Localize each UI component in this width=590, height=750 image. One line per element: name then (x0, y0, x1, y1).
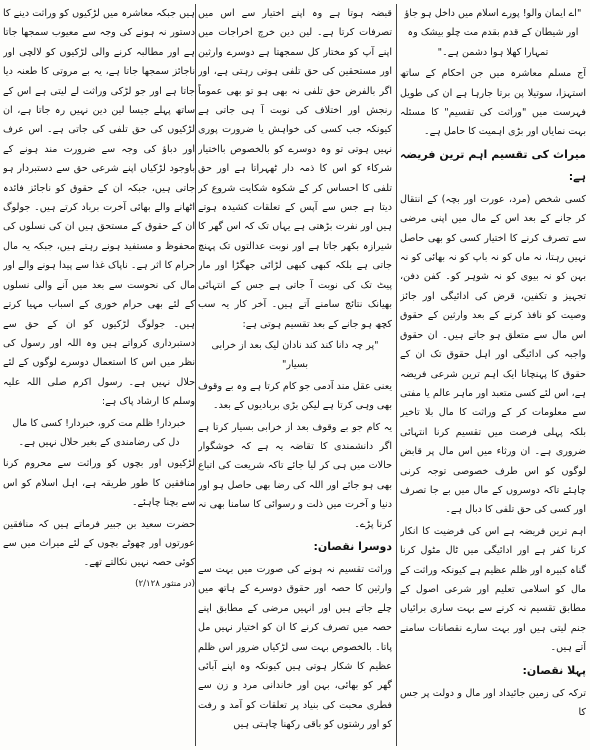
paragraph: آج مسلم معاشرہ میں جن احکام کے ساتھ استہزا، سوتیلا پن برتا جارہا ہے ان کی طویل فہرست میں "وراثت کی تقسیم" کا مسئلہ بہت نمایاں اور بڑی اہمیت کا حامل ہے۔ (400, 68, 586, 138)
paragraph: یعنی عقل مند آدمی جو کام کرتا ہے وہ بے وقوف بھی وہی کرتا ہے لیکن بڑی بربادیوں کے بعد۔ (198, 380, 392, 412)
reference-citation: (در منثور ۲/۱۲۸) (135, 578, 195, 589)
section-heading: پہلا نقصان: (522, 663, 586, 677)
column-middle (198, 4, 392, 746)
intro-quote: "اے ایمان والو! پورے اسلام میں داخل ہو جاؤ اور شیطان کے قدم بقدم مت چلو بیشک وہ تمہارا کھلا ہوا دشمن ہے۔" (404, 8, 582, 58)
paragraph: لڑکیوں اور بچوں کو وراثت سے محروم کرنا منافقین کا طور طریقہ ہے، اہل اسلام کو اس سے بچنا چاہئے۔ (3, 458, 195, 509)
column-left (3, 4, 195, 746)
column-right (400, 4, 586, 746)
persian-verse: "پر چہ دانا کند کند نادان لیک بعد از خرابی بسیار" (211, 339, 379, 371)
paragraph: اہم ترین فریضہ ہے اس کی فرضیت کا انکار کرنا کفر ہے اور ادائیگی میں ٹال مٹول کرنا گناہ کبیرہ اور ظلم عظیم ہے کیونکہ وراثت کے مال کو اسلامی تعلیم اور شرعی اصول کے مطابق تقسیم نہ کرنے سے بہت ساری برائیاں جنم لیتی ہیں اور بہت سارے نقصانات سامنے آتے ہیں۔ (400, 525, 586, 654)
hadith-quote: خبردار! ظلم مت کرو، خبردار! کسی کا مال دل کی رضامندی کے بغیر حلال نہیں ہے۔ (12, 417, 186, 448)
paragraph: یہ کام جو بے وقوف بعد از خرابی بسیار کرتا ہے اگر دانشمندی کا تقاضہ یہ ہے کہ خوشگوار حالات میں ہی کر لیا جائے تاکہ شریعت کی اتباع بھی ہو جائے اور اللہ کی رضا بھی حاصل ہو اور دنیا و آخرت میں ذلت و رسوائی کا سامنا بھی نہ کرنا پڑے۔ (198, 421, 392, 530)
section-heading: میراث کی تقسیم اہم ترین فریضہ ہے: (400, 147, 586, 183)
paragraph: کسی شخص (مرد، عورت اور بچہ) کے انتقال کر جانے کے بعد اس کے مال میں اپنی مرضی سے تصرف کرنے کا اختیار کسی کو بھی حاصل نہیں رہتا، نہ ماں کو نہ باپ کو نہ بھائی کو نہ بہن کو نہ بیوی کو نہ شوہر کو۔ کفن دفن، تجہیز و تکفین، قرض کی ادائیگی اور جائز وصیت کو نافذ کرنے کے بعد وارثین کے حقوق اس مال سے متعلق ہو جاتے ہیں۔ ان حقوق واجبہ کی ادائیگی اور اہل حقوق تک ان کے حقوق کا پہنچانا ایک اہم ترین شرعی فریضہ ہے، اس لئے کسی متعبد اور ماہر عالم یا مفتی سے معلومات کر کے وراثت کا مال بلا تاخیر بلکہ پہلی فرصت میں تقسیم کرنا انتہائی ضروری ہے۔ ان ورثاء میں اس مال پر قابض لوگوں کو اس طرف خصوصی توجہ کرنی چاہئے تاکہ دوسروں کے مال میں بے جا تصرف اور کسی کی حق تلفی کا دبال ہے۔ (400, 193, 586, 516)
column-divider (396, 4, 397, 746)
paragraph: ترکہ کی زمین جائیداد اور مال و دولت پر جس کا (400, 687, 586, 718)
paragraph: ہیں جبکہ معاشرہ میں لڑکیوں کو وراثت دینے کا دستور نہ ہونے کی وجہ سے معیوب سمجھا جاتا ہے اور مطالبہ کرنے والی لڑکیوں کو لالچی اور ناجائز سمجھا جاتا ہے، یہ بے مروتی کا طعنہ دیا جاتا ہے اور جو لڑکی وراثت لے لیتی ہے اس کے ساتھ پہلے جیسا لین دین نہیں رہ جاتا ہے، ان لڑکیوں کی حق تلفی کی جاتی ہے۔ اس عرف اور دباؤ کی وجہ سے ضرورت مند ہونے کے باوجود لڑکیاں اپنے شرعی حق سے دستبردار ہو جاتی ہیں، جبکہ ان کے حقوق کو ناجائز فائدہ اٹھانے والے بھائی آخرت برباد کرتے ہیں۔ جولوگ ان کے حقوق کے مستحق ہیں ان کی نسلوں کی محفوظ و مستفید ہونے رہتے ہیں، جبکہ یہ مال حرام کا اثر ہے۔ ناپاک غذا سے پیدا ہونے والے اور مال کی نحوست سے بعد میں آنے والی نسلوں کے لئے بھی حرام خوری کے اسباب مہیا کرتے ہیں۔ جولوگ لڑکیوں کو ان کے حق سے دستبرداری کرواتے ہیں وہ اللہ اور رسول کی نظر میں اس کا استعمال دوسرے لوگوں کے لئے حلال نہیں ہے۔ رسول اکرم صلی اللہ علیہ وسلم کا ارشاد پاک ہے: (3, 8, 195, 408)
section-heading: دوسرا نقصان: (313, 539, 392, 553)
paragraph: قبضہ ہوتا ہے وہ اپنے اختیار سے اس میں تصرفات کرتا ہے۔ لین دین خرچ اخراجات میں اپنے آپ کو مختار کل سمجھتا ہے دوسرے وارثین اور مستحقین کی حق تلفی ہوتی رہتی ہے، اور اگر بالفرض حق تلفی نہ بھی ہو تو بھی عموماً رنجش اور اختلاف کی نوبت آ ہی جاتی ہے کیونکہ جب کسی کی خواہش یا ضرورت پوری نہیں ہوتی تو وہ دوسرے کو بالخصوص بااختیار شرکاء کو اس کا ذمہ دار ٹھہراتا ہے اور حق تلفی کا احساس کر کے شکوہ شکایت شروع کر دیتا ہے جس سے آپس کے تعلقات کشیدہ ہوتے ہیں اور نفرت بڑھتی ہے یہاں تک کہ اس گھر کا شیرازہ بکھر جاتا ہے اور نوبت عدالتوں تک پہنچ جاتی ہے بلکہ کبھی کبھی لڑائی جھگڑا اور مار پیٹ تک کی نوبت آ جاتی ہے جس کے انتہائی بھیانک نتائج سامنے آتے ہیں۔ آخر کار یہ سب کچھ ہو جانے کے بعد تقسیم ہوتی ہے: (198, 8, 392, 330)
paragraph: وراثت تقسیم نہ ہونے کی صورت میں بہت سے وارثین کا حصہ اور حقوق دوسرے کے ہاتھ میں چلے جاتے ہیں اور انہیں مرضی کے مطابق اپنے حصہ میں تصرف کرنے کا ان کو اختیار نہیں مل پاتا۔ بالخصوص بہت سی لڑکیاں ضرور اس ظلم عظیم کا شکار ہوتی ہیں کیونکہ وہ اپنے آبائی گھر کو بھائی، بہن اور خاندانی مرد و زن سے فطری محبت کی بنیاد پر تعلقات کو آمد و رفت کو اور رشتوں کو باقی رکھنا چاہتی ہیں (198, 563, 392, 731)
column-divider (195, 4, 196, 746)
paragraph: حضرت سعید بن جبیر فرماتے ہیں کہ منافقین عورتوں اور چھوٹے بچوں کے لئے میراث میں سے کوئی حصہ نہیں نکالتے تھے۔ (3, 518, 195, 569)
